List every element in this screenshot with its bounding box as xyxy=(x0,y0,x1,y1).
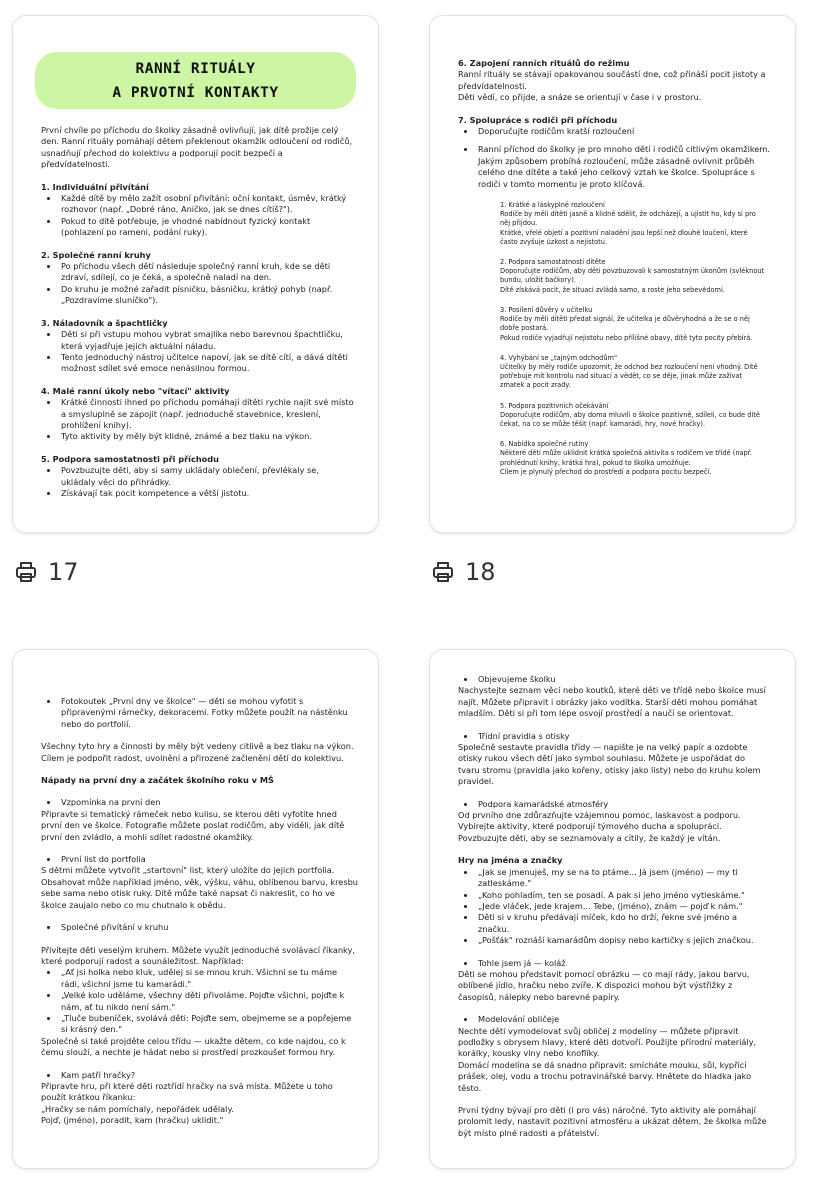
idea-title: • Třídní pravidla s otisky xyxy=(476,731,769,742)
idea-title: • Podpora kamarádské atmosféry xyxy=(476,799,769,810)
closing-paragraph: První týdny bývají pro děti (i pro vás) náročné. Tyto aktivity ale pomáhají prolomit ledy, nastavit pozitivní atmosféru a ukázat dětem, že školka může být místo plné radosti a přátelství. xyxy=(458,1105,767,1138)
game-item: • „Jak se jmenuješ, my se na to ptáme... Já jsem (jméno) — my ti zatleskáme." xyxy=(476,867,769,890)
list-item: • Doporučujte rodičům kratší rozloučení xyxy=(476,126,771,137)
section-heading: 7. Spolupráce s rodiči při příchodu xyxy=(458,114,618,125)
list-item: • Každé dítě by mělo zažít osobní přivítání: oční kontakt, úsměv, krátký rozhovor (např. „Dobré ráno, Aničko, jak se dnes cítíš?"). xyxy=(59,193,354,216)
rhyme-line: „Hračky se nám pomíchaly, nepořádek udělaly. xyxy=(41,1103,234,1114)
title-line-1: RANNÍ RITUÁLY xyxy=(135,60,256,77)
section-heading: 3. Náladovník a špachtličky xyxy=(41,317,168,328)
rhyme-item: • „Ať jsi holka nebo kluk, udělej si se mnou kruh. Všichni se tu máme rádi, všichni jsme tu kamarádi." xyxy=(59,967,358,990)
tip-text: Cílem je plynulý přechod do prostředí a podpora pocitu bezpečí. xyxy=(500,467,712,476)
tip-text: Krátké, vřelé objetí a pozitivní naladění jsou lepší než dlouhé loučení, které často zvyšuje úzkost a nejistotu. xyxy=(500,228,748,246)
tip-heading: 1. Krátké a láskyplné rozloučení xyxy=(500,201,605,210)
idea-title: • První list do portfolia xyxy=(59,854,358,865)
page-card-19[interactable] xyxy=(12,649,379,1169)
game-item: • „Pošťák" roznáší kamarádům dopisy nebo kartičky s jejich značkou. xyxy=(476,935,769,946)
title-line-2: A PRVOTNÍ KONTAKTY xyxy=(112,84,279,101)
printer-icon[interactable] xyxy=(14,560,38,584)
section-heading: 1. Individuální přivítání xyxy=(41,181,149,192)
idea-title: • Modelování obličeje xyxy=(476,1014,769,1025)
idea-title: • Tohle jsem já — koláž xyxy=(476,958,769,969)
tip-text: Dítě získává pocit, že situaci zvládá samo, a roste jeho sebevědomí. xyxy=(500,285,725,294)
page-card-20[interactable] xyxy=(429,649,796,1169)
paragraph: Od prvního dne zdůrazňujte vzájemnou pomoc, laskavost a podporu. Vybírejte aktivity, které podporují týmového ducha a spolupráci. Povzbuzujte děti, aby se seznamovaly a cítily, že každý je vítán. xyxy=(458,810,741,843)
paragraph: Připravte si tematický rámeček nebo kulisu, se kterou děti vyfotíte hned první den ve školce. Fotografie můžete poslat rodičům, aby viděli, jak dítě první den zvládlo, a mohli sdílet radostné okamžiky. xyxy=(41,808,345,842)
tip-heading: 2. Podpora samostatnosti dítěte xyxy=(500,258,606,267)
list-item: • Děti si při vstupu mohou vybrat smajlíka nebo barevnou špachtličku, která vyjadřuje jejich aktuální náladu. xyxy=(59,329,354,352)
paragraph: Ranní rituály se stávají opakovanou součástí dne, což přináší pocit jistoty a předvídatelnosti. xyxy=(458,69,766,91)
rhyme-item: • „Tluče bubeníček, svolává děti: Pojďte sem, obejmeme se a popřejeme si krásný den." xyxy=(59,1013,358,1036)
paragraph: Nechte děti vymodelovat svůj obličej z modelíny — můžete připravit podložky s obrysem hlavy, které děti dotvoří. Použijte přírodní materiály, korálky, kousky vlny nebo knoflíky. xyxy=(458,1025,757,1059)
intro-paragraph: První chvíle po příchodu do školky zásadně ovlivňují, jak dítě prožije celý den. Ranní rituály pomáhají dětem překlenout okamžik odloučení od rodičů, usnadňují přechod do kolektivu a podporují pocit bezpečí a předvídatelnosti. xyxy=(41,125,353,170)
tip-text: Rodiče by měli dítěti jasně a klidně sdělit, že odcházejí, a ujistit ho, kdy si pro něj přijdou. xyxy=(500,210,756,228)
section-heading: 2. Společné ranní kruhy xyxy=(41,249,151,260)
game-item: • „Koho pohladím, ten se posadí. A pak si jeho jméno vytleskáme." xyxy=(476,890,769,901)
page-card-17[interactable] xyxy=(12,15,379,533)
tip-text: Rodiče by měli dítěti předat signál, že učitelka je důvěryhodná a že se o něj dobře postará. xyxy=(500,315,750,333)
paragraph: Přivítejte děti veselým kruhem. Můžete využít jednoduché svolávací říkanky, které podporují radost a sounáležitost. Například: xyxy=(41,944,355,966)
title-banner xyxy=(35,52,356,109)
paragraph: Děti vědí, co přijde, a snáze se orientují v čase i v prostoru. xyxy=(458,92,702,103)
game-item: • Děti si v kruhu předávají míček, kdo ho drží, řekne své jméno a značku. xyxy=(476,912,769,935)
list-item: • Krátké činnosti ihned po příchodu pomáhají dítěti rychle najít své místo a smysluplně se zapojit (např. jednoduché stavebnice, kreslení, prohlížení knihy). xyxy=(59,397,354,431)
list-item: • Do kruhu je možné zařadit písničku, básničku, krátký pohyb (např. „Pozdravíme sluníčko"). xyxy=(59,284,354,307)
tip-text: Pokud rodiče vyjadřují nejistotu nebo přílišné obavy, dítě tyto pocity přebírá. xyxy=(500,333,753,342)
list-item: • Tyto aktivity by měly být klidné, známé a bez tlaku na výkon. xyxy=(59,431,354,442)
idea-title: • Kam patří hračky? xyxy=(59,1070,358,1081)
tip-heading: 4. Vyhýbání se „tajným odchodům" xyxy=(500,353,617,362)
list-item: • Po příchodu všech dětí následuje společný ranní kruh, kde se děti zdraví, sdílejí, co je čeká, a společně naladí na den. xyxy=(59,261,354,284)
section-heading: 6. Zapojení ranních rituálů do režimu xyxy=(458,58,630,68)
rhyme-item: • „Velké kolo uděláme, všechny děti přivoláme. Pojďte všichni, pojďte k nám, ať tu nikdo není sám." xyxy=(59,990,358,1013)
list-item: • Získávají tak pocit kompetence a větší jistotu. xyxy=(59,488,354,499)
printer-icon[interactable] xyxy=(431,560,455,584)
page-number-label: 18 xyxy=(465,558,496,586)
list-item: • Tento jednoduchý nástroj učitelce napoví, jak se dítě cítí, a dává dítěti možnost sdílet své emoce nenásilnou formou. xyxy=(59,352,354,375)
tip-text: Doporučujte rodičům, aby děti povzbuzovali k samostatným úkonům (svléknout bundu, uložit bačkory). xyxy=(500,267,765,285)
paragraph: Společně sestavte pravidla třídy — napište je na velký papír a ozdobte otisky rukou všech dětí jako symbol souhlasu. Můžete je uspořádat do tvaru stromu (pravidla jako kořeny, otisky jako listy) nebo do kruhu kolem pravidel. xyxy=(458,742,761,787)
game-item: • „Jede vláček, jede krajem... Tebe, (jméno), znám — pojď k nám." xyxy=(476,901,769,912)
tip-heading: 5. Podpora pozitivních očekávání xyxy=(500,401,609,410)
page-card-18[interactable] xyxy=(429,15,796,533)
tip-text: Některé děti může uklidnit krátká společná aktivita s rodičem ve třídě (např. prohlédnutí knihy, krátká hra), pokud to školka umožňuje. xyxy=(500,449,752,467)
list-item: • Fotokoutek „První dny ve školce" — děti se mohou vyfotit s připravenými rámečky, dekoracemi. Fotky můžete použít na nástěnku nebo do portfolií. xyxy=(59,696,358,730)
rhyme-line: Pojď, (jméno), poradit, kam (hračku) uklidit." xyxy=(41,1115,224,1126)
idea-title: • Společné přivítání v kruhu xyxy=(59,922,358,933)
tip-text: Učitelky by měly rodiče upozornit, že odchod bez rozloučení není vhodný. Dítě potřebuje mít kontrolu nad situací a vědět, co se děje, jinak může zažívat zmatek a pocit zrady. xyxy=(500,362,758,390)
tip-heading: 6. Nabídka společné rutiny xyxy=(500,440,589,449)
list-item: • Ranní příchod do školky je pro mnoho dětí i rodičů citlivým okamžikem. Jakým způsobem probíhá rozloučení, může zásadně ovlivnit průběh celého dne dítěte a také jeho celkový vztah ke školce. Spolupráce s rodiči v tomto momentu je proto klíčová. xyxy=(476,144,771,190)
list-item: • Povzbuzujte děti, aby si samy ukládaly oblečení, převlékaly se, ukládaly věci do přihrádky. xyxy=(59,465,354,488)
paragraph: Připravte hru, při které děti roztřídí hračky na svá místa. Můžete u toho použít krátkou říkanku: xyxy=(41,1080,333,1103)
idea-title: • Objevujeme školku xyxy=(476,674,769,685)
page-number-17[interactable] xyxy=(14,558,79,586)
paragraph: S dětmi můžete vytvořit „startovní" list, který uložíte do jejich portfolia. Obsahovat může například jméno, věk, výšku, váhu, oblíbenou barvu, kresbu sebe sama nebo otisk ruky. Dítě může také napsat či nakreslit, co ho ve školce zaujalo nebo co mu chutnalo k obědu. xyxy=(41,865,359,910)
tip-text: Doporučujte rodičům, aby doma mluvili o školce pozitivně, sdíleli, co bude dítě čekat, na co se může těšit (např. kamarádi, hry, nové hračky). xyxy=(500,410,760,428)
paragraph: Domácí modelína se dá snadno připravit: smícháte mouku, sůl, kypřicí prášek, olej, vodu a trochu potravinářské barvy. Hnětete do hladka jako těsto. xyxy=(458,1059,752,1093)
list-item: • Pokud to dítě potřebuje, je vhodné nabídnout fyzický kontakt (pohlazení po rameni, podání ruky). xyxy=(59,216,354,239)
section-heading: 5. Podpora samostatnosti při příchodu xyxy=(41,453,219,464)
section-heading: Hry na jména a značky xyxy=(458,855,563,866)
paragraph: Děti se mohou představit pomocí obrázku — co mají rády, jakou barvu, oblíbené jídlo, hračku nebo zvíře. K dispozici mohou být výstřižky z časopisů, nálepky nebo barevné papíry. xyxy=(458,968,750,1002)
paragraph: Společně si také projděte celou třídu — ukažte dětem, co kde najdou, co k čemu slouží, a nechte je hádat nebo si prostředí prozkoušet formou hry. xyxy=(41,1035,346,1058)
section-heading: 4. Malé ranní úkoly nebo "vítací" aktivity xyxy=(41,385,230,396)
section-heading: Nápady na první dny a začátek školního roku v MŠ xyxy=(41,775,274,786)
page-number-label: 17 xyxy=(48,558,79,586)
idea-title: • Vzpomínka na první den xyxy=(59,797,358,808)
paragraph: Všechny tyto hry a činnosti by měly být vedeny citlivě a bez tlaku na výkon. Cílem je podpořit radost, uvolnění a přirozené začlenění dětí do kolektivu. xyxy=(41,741,354,763)
page-number-18[interactable] xyxy=(431,558,496,586)
tip-heading: 3. Posílení důvěry v učitelku xyxy=(500,305,593,314)
paragraph: Nachystejte seznam věcí nebo koutků, které děti ve třídě nebo školce musí najít. Můžete připravit i obrázky jako vodítka. Starší děti mohou pomáhat mladším. Děti si při tom lépe osvojí prostředí a naučí se orientovat. xyxy=(458,685,766,719)
